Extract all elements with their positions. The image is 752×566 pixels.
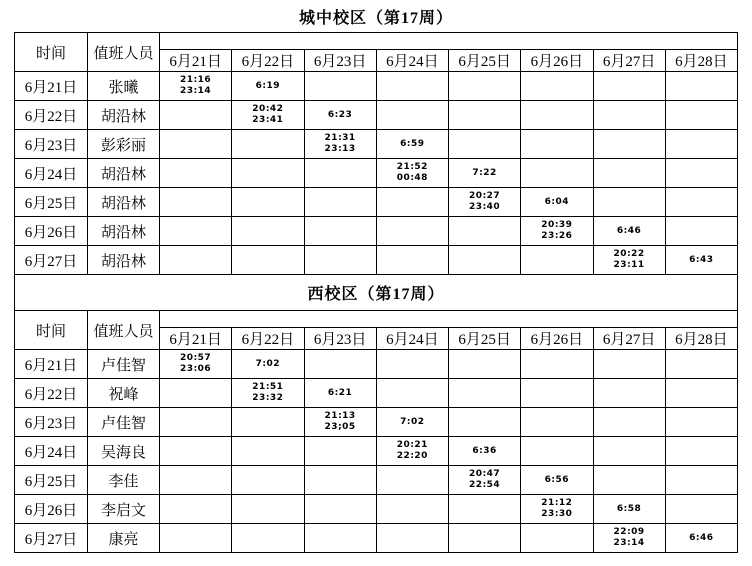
person-name: 卢佳智 [88,408,160,437]
table-row [15,188,738,217]
date-row-label: 6月21日 [15,350,88,379]
time-cell [160,524,232,553]
time-cell [304,188,376,217]
time-cell [521,101,593,130]
time-cell [376,350,448,379]
time-cell [449,159,521,188]
time-cell [232,524,304,553]
date-row-label: 6月22日 [15,379,88,408]
duty-schedule-table [14,32,738,553]
time-cell [449,350,521,379]
date-row-label: 6月23日 [15,130,88,159]
time-cell [521,379,593,408]
date-row-label: 6月22日 [15,101,88,130]
time-cell [593,466,665,495]
person-name: 胡沿林 [88,101,160,130]
date-column-header: 6月21日 [160,50,232,72]
time-cell [376,437,448,466]
time-cell [160,408,232,437]
time-cell [232,72,304,101]
time-cell [376,246,448,275]
time-entry: 23:32 [252,393,284,403]
time-entry: 22:20 [396,451,428,461]
time-cell [232,159,304,188]
time-entry: 7:02 [400,416,425,427]
time-cell [160,217,232,246]
table-row [15,524,738,553]
time-cell [521,246,593,275]
date-row-label: 6月21日 [15,72,88,101]
campus2-title: 西校区（第17周） [15,275,738,311]
person-name: 李启文 [88,495,160,524]
time-cell [593,379,665,408]
header-row-top [15,311,738,328]
time-cell [232,350,304,379]
time-cell [449,217,521,246]
time-cell [665,159,737,188]
date-column-header: 6月23日 [304,328,376,350]
person-name: 胡沿林 [88,159,160,188]
time-cell [665,72,737,101]
time-cell [449,379,521,408]
time-cell [160,72,232,101]
time-cell [160,495,232,524]
table-row [15,246,738,275]
time-cell [232,495,304,524]
time-cell [449,246,521,275]
campus1-title: 城中校区（第17周） [298,9,453,27]
time-entry: 7:22 [472,167,497,178]
time-cell [376,101,448,130]
time-cell [160,379,232,408]
time-cell [232,466,304,495]
time-cell [232,437,304,466]
time-entry: 23;05 [324,422,356,432]
time-entry: 23:11 [613,260,645,270]
time-cell [665,350,737,379]
time-entry: 21:51 [252,382,284,392]
time-cell [449,72,521,101]
table-row [15,159,738,188]
time-entry: 6:59 [400,138,425,149]
time-cell [304,350,376,379]
date-column-header: 6月24日 [376,328,448,350]
time-cell [232,379,304,408]
time-cell [376,159,448,188]
time-cell [665,466,737,495]
person-name: 李佳 [88,466,160,495]
time-cell [304,524,376,553]
table-row [15,379,738,408]
time-cell [521,437,593,466]
time-entry: 6:21 [327,387,353,398]
time-cell [304,72,376,101]
date-column-header: 6月26日 [521,328,593,350]
time-cell [232,246,304,275]
table-row [15,495,738,524]
time-cell [232,101,304,130]
time-cell [160,246,232,275]
time-entry: 23:40 [469,202,501,212]
date-row-label: 6月25日 [15,466,88,495]
date-row-label: 6月25日 [15,188,88,217]
time-entry: 21:13 [324,411,356,421]
table-row [15,72,738,101]
date-row-label: 6月24日 [15,437,88,466]
time-cell [521,217,593,246]
date-column-header: 6月22日 [232,50,304,72]
time-cell [521,188,593,217]
time-cell [521,408,593,437]
time-entry: 21:31 [324,133,356,143]
date-column-header: 6月27日 [593,50,665,72]
time-cell [665,495,737,524]
time-cell [521,130,593,159]
time-cell [449,188,521,217]
date-row-label: 6月24日 [15,159,88,188]
time-cell [304,159,376,188]
time-cell [449,495,521,524]
time-cell [376,379,448,408]
person-column-header: 值班人员 [88,311,160,350]
time-cell [593,495,665,524]
time-entry: 6:04 [544,196,570,207]
time-cell [160,188,232,217]
time-entry: 21:12 [541,498,573,508]
table-row [15,217,738,246]
time-cell [593,350,665,379]
person-name: 胡沿林 [88,217,160,246]
time-cell [665,188,737,217]
time-entry: 23:41 [252,115,284,125]
time-entry: 6:56 [544,474,570,485]
time-cell [593,130,665,159]
time-cell [449,101,521,130]
time-cell [665,379,737,408]
person-name: 胡沿林 [88,188,160,217]
time-cell [593,217,665,246]
header-empty-strip [160,311,738,328]
time-cell [449,130,521,159]
time-cell [304,101,376,130]
time-cell [521,350,593,379]
time-entry: 6:46 [689,532,714,543]
time-cell [593,159,665,188]
time-cell [593,101,665,130]
time-cell [593,188,665,217]
time-cell [232,188,304,217]
time-column-header: 时间 [15,311,88,350]
time-cell [665,408,737,437]
date-row-label: 6月23日 [15,408,88,437]
time-cell [449,466,521,495]
date-row-label: 6月26日 [15,217,88,246]
date-column-header: 6月22日 [232,328,304,350]
time-cell [160,350,232,379]
header-empty-strip [160,33,738,50]
time-column-header: 时间 [15,33,88,72]
time-cell [232,217,304,246]
person-name: 吴海良 [88,437,160,466]
time-cell [593,72,665,101]
person-name: 彭彩丽 [88,130,160,159]
time-entry: 20:39 [541,220,573,230]
time-entry: 6:43 [689,254,714,265]
time-cell [376,130,448,159]
time-entry: 23:14 [613,538,645,548]
date-row-label: 6月26日 [15,495,88,524]
time-entry: 22:09 [613,527,645,537]
time-cell [521,72,593,101]
time-entry: 23:26 [541,231,573,241]
time-cell [593,524,665,553]
time-cell [665,130,737,159]
time-cell [160,159,232,188]
time-cell [160,101,232,130]
person-name: 卢佳智 [88,350,160,379]
campus2-title-row [15,275,738,311]
time-entry: 6:46 [616,225,642,236]
time-cell [304,130,376,159]
time-entry: 6:23 [327,109,353,120]
time-cell [665,217,737,246]
table-row [15,350,738,379]
time-entry: 22:54 [469,480,501,490]
table-row [15,408,738,437]
time-cell [593,246,665,275]
table-row [15,437,738,466]
table-row [15,466,738,495]
time-cell [376,188,448,217]
time-cell [376,408,448,437]
time-entry: 20:22 [613,249,645,259]
time-cell [232,130,304,159]
time-cell [521,524,593,553]
time-cell [304,217,376,246]
time-cell [304,495,376,524]
date-column-header: 6月26日 [521,50,593,72]
time-entry: 6:19 [255,80,281,91]
header-row-top [15,33,738,50]
time-entry: 20:27 [469,191,501,201]
time-cell [593,437,665,466]
time-cell [160,130,232,159]
time-cell [376,495,448,524]
time-entry: 23:14 [180,86,212,96]
time-cell [665,101,737,130]
date-column-header: 6月23日 [304,50,376,72]
time-cell [160,466,232,495]
time-cell [304,466,376,495]
date-column-header: 6月25日 [449,328,521,350]
date-column-header: 6月28日 [665,328,737,350]
time-cell [304,379,376,408]
time-entry: 23:13 [324,144,356,154]
time-cell [521,495,593,524]
time-entry: 23:30 [541,509,573,519]
time-cell [449,524,521,553]
date-column-header: 6月28日 [665,50,737,72]
time-cell [449,408,521,437]
person-column-header: 值班人员 [88,33,160,72]
time-entry: 20:42 [252,104,284,114]
time-entry: 6:36 [472,445,497,456]
time-entry: 00:48 [396,173,428,183]
time-cell [304,246,376,275]
time-cell [665,524,737,553]
time-entry: 20:57 [180,353,212,363]
date-row-label: 6月27日 [15,246,88,275]
time-cell [449,437,521,466]
time-cell [521,159,593,188]
date-column-header: 6月21日 [160,328,232,350]
time-cell [232,408,304,437]
time-entry: 7:02 [255,358,281,369]
person-name: 张曦 [88,72,160,101]
time-cell [376,217,448,246]
date-column-header: 6月24日 [376,50,448,72]
time-cell [521,466,593,495]
time-entry: 20:47 [469,469,501,479]
time-cell [665,437,737,466]
person-name: 康亮 [88,524,160,553]
time-cell [665,246,737,275]
time-cell [593,408,665,437]
date-column-header: 6月27日 [593,328,665,350]
person-name: 祝峰 [88,379,160,408]
person-name: 胡沿林 [88,246,160,275]
date-row-label: 6月27日 [15,524,88,553]
table-row [15,101,738,130]
time-cell [304,437,376,466]
time-entry: 20:21 [396,440,428,450]
time-entry: 23:06 [180,364,212,374]
time-entry: 21:16 [180,75,212,85]
time-cell [376,466,448,495]
date-column-header: 6月25日 [449,50,521,72]
time-cell [376,524,448,553]
time-entry: 6:58 [616,503,642,514]
time-entry: 21:52 [396,162,428,172]
time-cell [304,408,376,437]
table-row [15,130,738,159]
time-cell [376,72,448,101]
time-cell [160,437,232,466]
